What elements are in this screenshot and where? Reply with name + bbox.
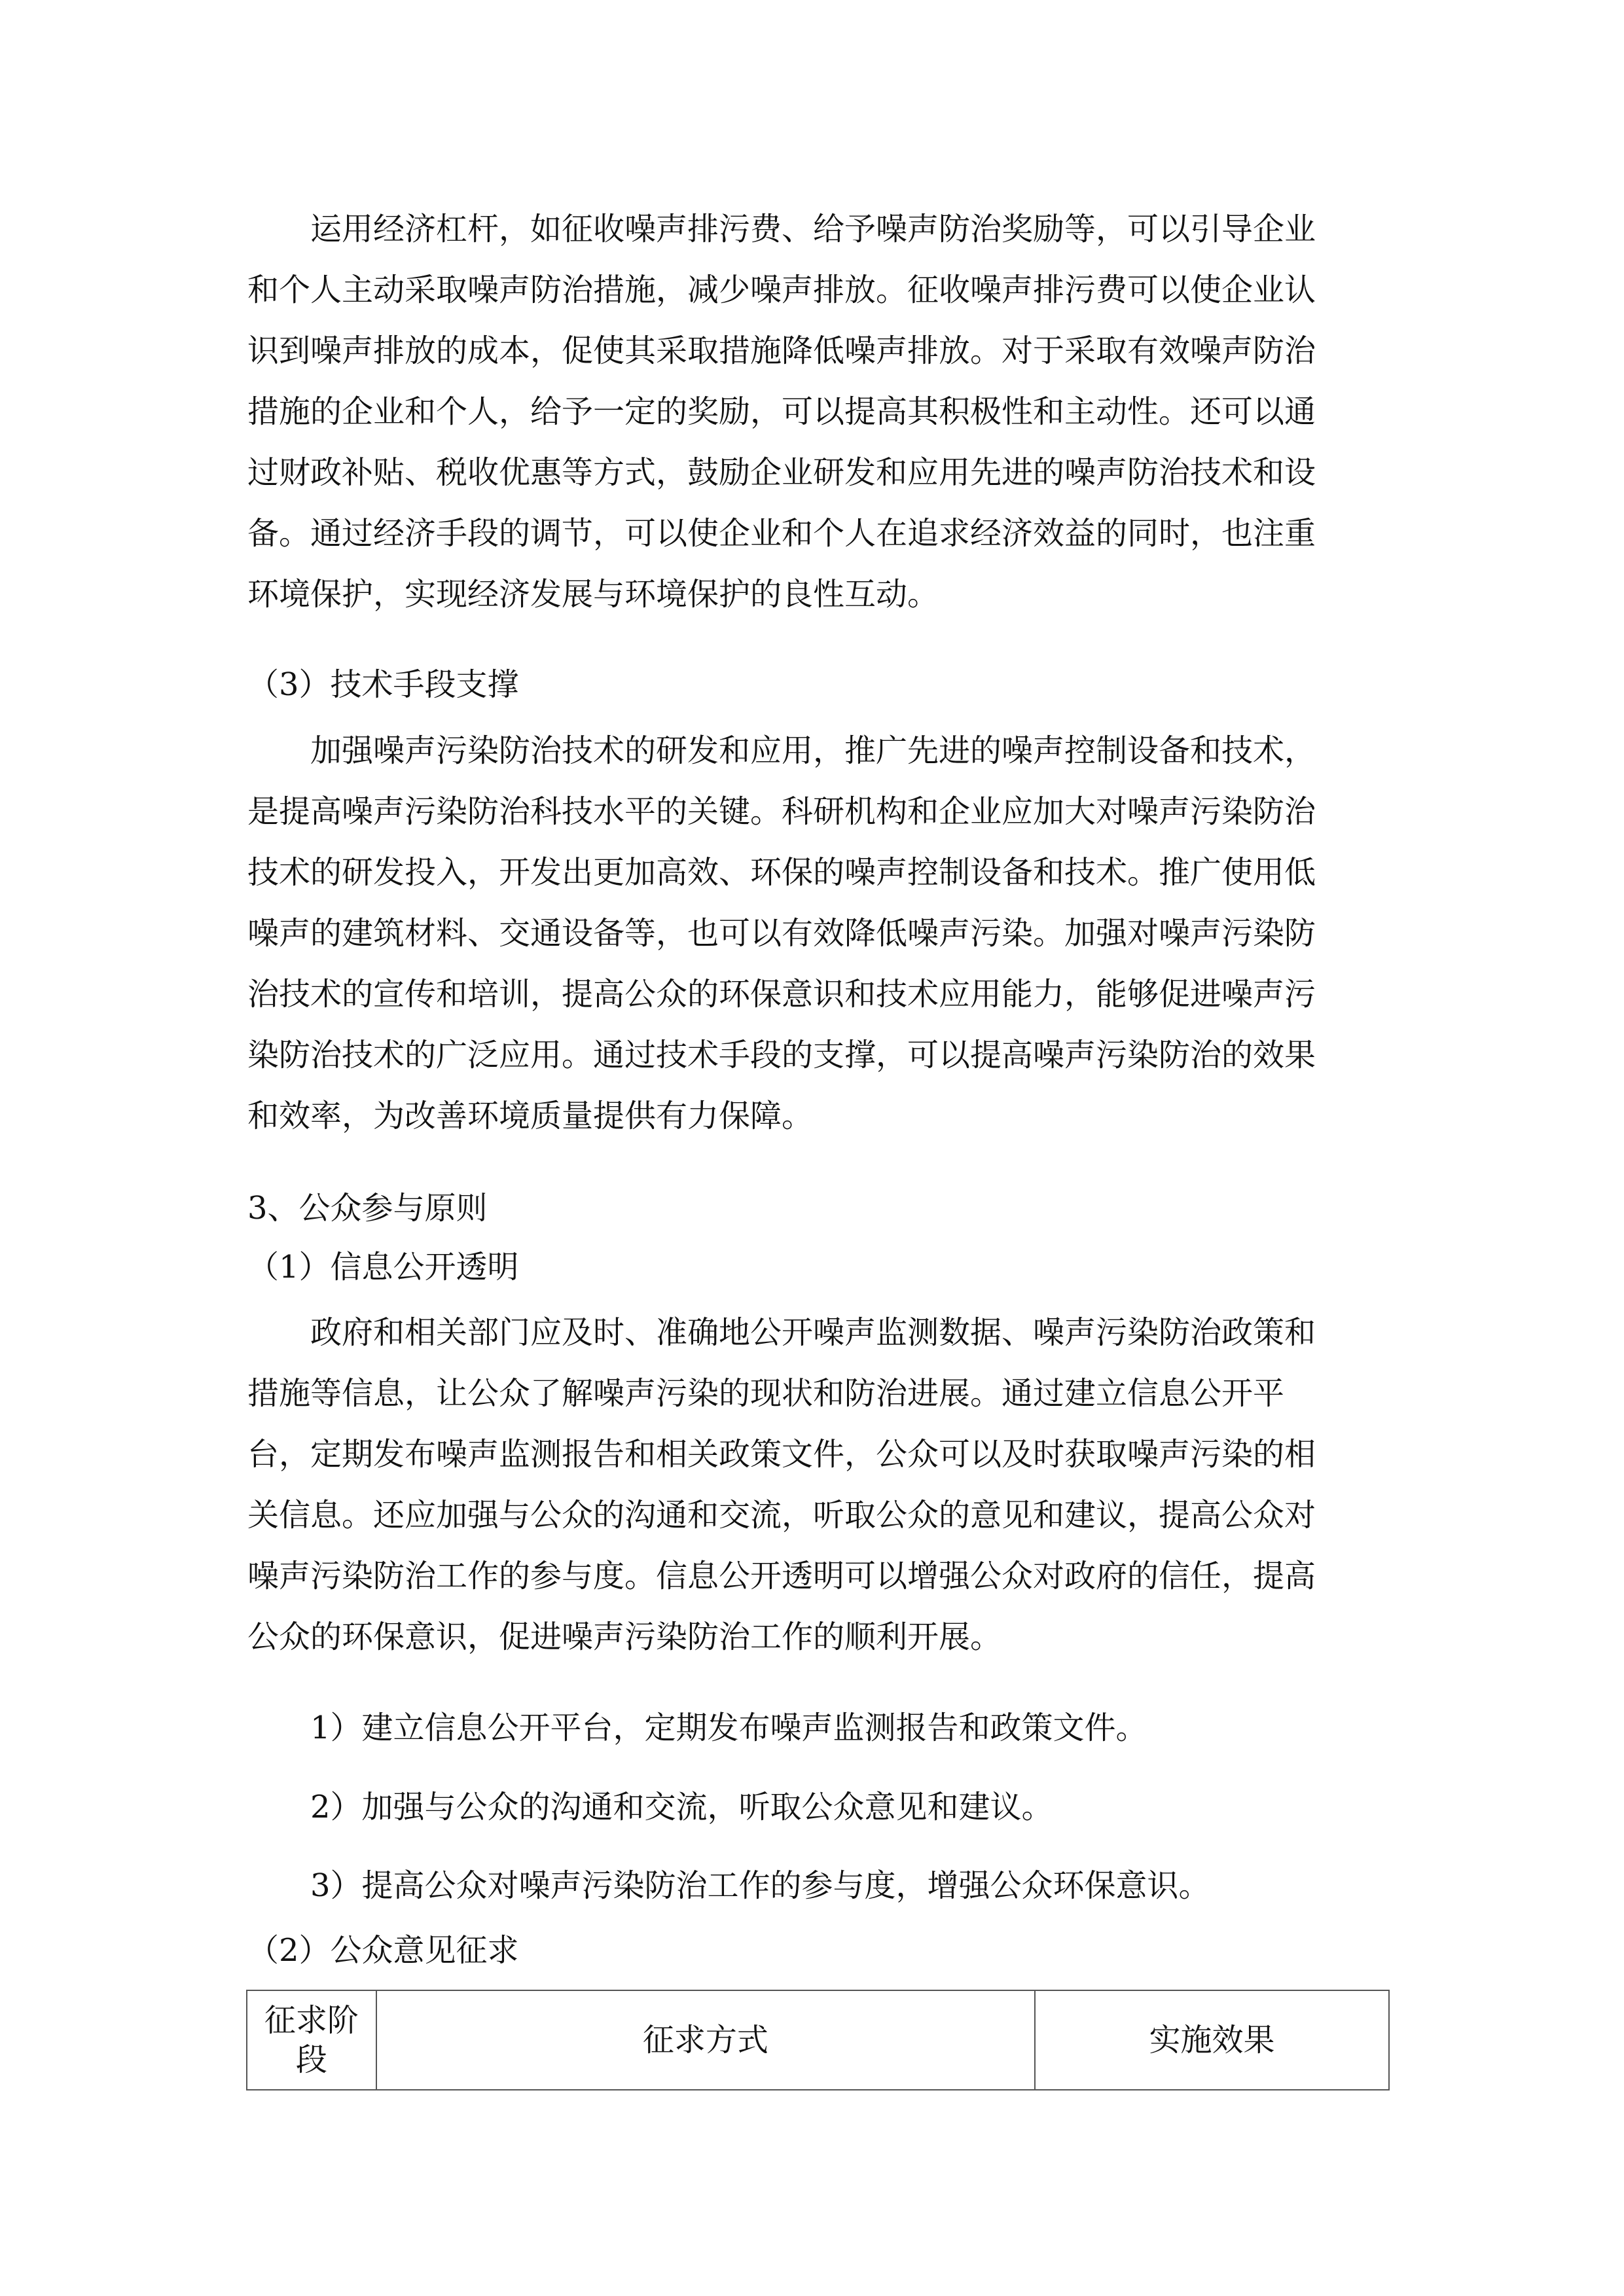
subheading-tech-support: （3）技术手段支撑: [247, 666, 519, 703]
list-item: 2）加强与公众的沟通和交流，听取公众意见和建议。: [310, 1789, 1053, 1825]
paragraph-line: 过财政补贴、税收优惠等方式，鼓励企业研发和应用先进的噪声防治技术和设: [247, 454, 1316, 491]
paragraph-line: 加强噪声污染防治技术的研发和应用，推广先进的噪声控制设备和技术，: [310, 732, 1316, 769]
paragraph-line: 关信息。还应加强与公众的沟通和交流，听取公众的意见和建议，提高公众对: [247, 1497, 1316, 1534]
opinion-table: [246, 1990, 1390, 2090]
paragraph-line: 识到噪声排放的成本，促使其采取措施降低噪声排放。对于采取有效噪声防治: [247, 332, 1316, 369]
header-cell-effect: 实施效果: [1035, 1990, 1389, 2090]
paragraph-line: 措施的企业和个人，给予一定的奖励，可以提高其积极性和主动性。还可以通: [247, 393, 1316, 430]
paragraph-line: 政府和相关部门应及时、准确地公开噪声监测数据、噪声污染防治政策和: [310, 1314, 1316, 1351]
paragraph-line: 噪声的建筑材料、交通设备等，也可以有效降低噪声污染。加强对噪声污染防: [247, 915, 1316, 952]
subheading-public-opinion: （2）公众意见征求: [247, 1932, 519, 1969]
paragraph-line: 噪声污染防治工作的参与度。信息公开透明可以增强公众对政府的信任，提高: [247, 1558, 1316, 1594]
header-cell-stage: 征求阶段: [247, 1990, 376, 2090]
paragraph-line: 染防治技术的广泛应用。通过技术手段的支撑，可以提高噪声污染防治的效果: [247, 1037, 1316, 1073]
paragraph-line: 是提高噪声污染防治科技水平的关键。科研机构和企业应加大对噪声污染防治: [247, 793, 1316, 830]
paragraph-line: 措施等信息，让公众了解噪声污染的现状和防治进展。通过建立信息公开平: [247, 1375, 1285, 1412]
paragraph-line: 和效率，为改善环境质量提供有力保障。: [247, 1098, 814, 1134]
paragraph-line: 备。通过经济手段的调节，可以使企业和个人在追求经济效益的同时，也注重: [247, 515, 1316, 552]
list-item: 1）建立信息公开平台，定期发布噪声监测报告和政策文件。: [310, 1710, 1147, 1746]
paragraph-line: 和个人主动采取噪声防治措施，减少噪声排放。征收噪声排污费可以使企业认: [247, 272, 1316, 308]
paragraph-line: 运用经济杠杆，如征收噪声排污费、给予噪声防治奖励等，可以引导企业: [310, 211, 1316, 247]
paragraph-line: 治技术的宣传和培训，提高公众的环保意识和技术应用能力，能够促进噪声污: [247, 976, 1316, 1013]
paragraph-line: 公众的环保意识，促进噪声污染防治工作的顺利开展。: [247, 1619, 1002, 1655]
header-cell-method: 征求方式: [376, 1990, 1035, 2090]
section-heading-public-participation: 3、公众参与原则: [247, 1190, 488, 1227]
subheading-info-disclosure: （1）信息公开透明: [247, 1249, 519, 1285]
paragraph-line: 台，定期发布噪声监测报告和相关政策文件，公众可以及时获取噪声污染的相: [247, 1436, 1316, 1473]
paragraph-line: 环境保护，实现经济发展与环境保护的良性互动。: [247, 576, 939, 613]
paragraph-line: 技术的研发投入，开发出更加高效、环保的噪声控制设备和技术。推广使用低: [247, 854, 1316, 891]
table-header-row: [247, 1990, 1389, 2090]
list-item: 3）提高公众对噪声污染防治工作的参与度，增强公众环保意识。: [310, 1867, 1210, 1904]
